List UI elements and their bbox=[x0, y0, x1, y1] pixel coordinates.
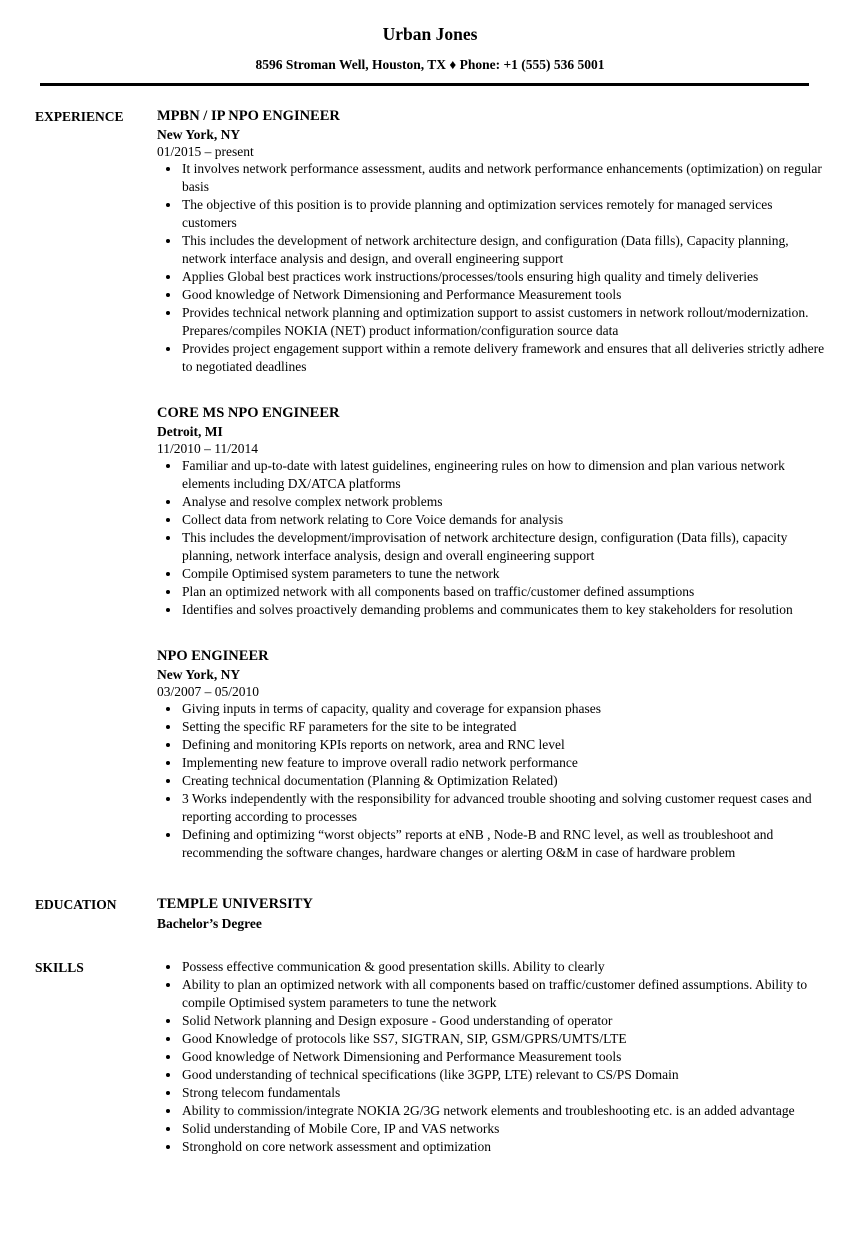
education-degree: Bachelor’s Degree bbox=[157, 916, 262, 931]
job-dates: 11/2010 – 11/2014 bbox=[157, 441, 258, 456]
job-entry-1 bbox=[157, 107, 825, 376]
bullet-item: • Applies Global best practices work instructions/processes/tools ensuring high quality and timely deliveries bbox=[181, 268, 825, 286]
resume-body bbox=[35, 107, 825, 1156]
bullet-item: • Provides project engagement support within a remote delivery framework and ensures that all deliveries strictly adhere to negotiated deadlines bbox=[181, 340, 825, 376]
bullet-item: • Solid understanding of Mobile Core, IP and VAS networks bbox=[181, 1120, 825, 1138]
bullet-item: • Ability to commission/integrate NOKIA 2G/3G network elements and troubleshooting etc. is an added advantage bbox=[181, 1102, 825, 1120]
bullet-item: • This includes the development/improvisation of network architecture design, configuration (Data fills), capacity planning, network interface analysis, design and overall engineering support bbox=[181, 529, 825, 565]
bullet-item: • Defining and optimizing “worst objects” reports at eNB , Node-B and RNC level, as well as troubleshoot and recommending the software changes, hardware changes or alerting O&M in case of hardware problem bbox=[181, 826, 825, 862]
skills-content bbox=[157, 958, 825, 1156]
contact-line: 8596 Stroman Well, Houston, TX ♦ Phone: +1 (555) 536 5001 bbox=[255, 57, 605, 72]
skills-section bbox=[35, 958, 825, 1156]
education-section bbox=[35, 895, 825, 933]
experience-content bbox=[157, 107, 825, 862]
bullet-item: • Plan an optimized network with all components based on traffic/customer defined assumptions bbox=[181, 583, 825, 601]
bullet-item: • Possess effective communication & good presentation skills. Ability to clearly bbox=[181, 958, 825, 976]
bullet-item: • Strong telecom fundamentals bbox=[181, 1084, 825, 1102]
header-divider bbox=[40, 83, 809, 86]
job-location: Detroit, MI bbox=[157, 424, 223, 439]
job-entry-3 bbox=[157, 647, 825, 862]
bullet-item: • Setting the specific RF parameters for the site to be integrated bbox=[181, 718, 825, 736]
bullet-item: • Compile Optimised system parameters to tune the network bbox=[181, 565, 825, 583]
bullet-item: • Identifies and solves proactively demanding problems and communicates them to key stakeholders for resolution bbox=[181, 601, 825, 619]
bullet-item: • Ability to plan an optimized network with all components based on traffic/customer defined assumptions. Ability to compile Optimised system parameters to tune the network bbox=[181, 976, 825, 1012]
bullet-item: • Solid Network planning and Design exposure - Good understanding of operator bbox=[181, 1012, 825, 1030]
bullet-item: • Collect data from network relating to Core Voice demands for analysis bbox=[181, 511, 825, 529]
education-content bbox=[157, 895, 825, 933]
job-bullet-list bbox=[157, 160, 825, 376]
bullet-item: • Provides technical network planning and optimization support to assist customers in network rollout/modernization. Prepares/compiles NOKIA (NET) product information/configuration source data bbox=[181, 304, 825, 340]
bullet-item: • Good Knowledge of protocols like SS7, SIGTRAN, SIP, GSM/GPRS/UMTS/LTE bbox=[181, 1030, 825, 1048]
bullet-item: • 3 Works independently with the responsibility for advanced trouble shooting and solving customer request cases and reporting according to processes bbox=[181, 790, 825, 826]
job-title: NPO ENGINEER bbox=[157, 648, 269, 664]
experience-section bbox=[35, 107, 825, 862]
bullet-item: • Analyse and resolve complex network problems bbox=[181, 493, 825, 511]
job-dates: 03/2007 – 05/2010 bbox=[157, 684, 260, 699]
bullet-item: • Stronghold on core network assessment and optimization bbox=[181, 1138, 825, 1156]
section-label-education: EDUCATION bbox=[35, 897, 117, 912]
section-label-skills: SKILLS bbox=[35, 960, 84, 975]
job-entry-2 bbox=[157, 404, 825, 619]
job-location: New York, NY bbox=[157, 667, 241, 682]
job-bullet-list bbox=[157, 457, 825, 619]
job-title: CORE MS NPO ENGINEER bbox=[157, 405, 340, 421]
bullet-item: • Giving inputs in terms of capacity, quality and coverage for expansion phases bbox=[181, 700, 825, 718]
bullet-item: • Implementing new feature to improve overall radio network performance bbox=[181, 754, 825, 772]
bullet-item: • Good knowledge of Network Dimensioning and Performance Measurement tools bbox=[181, 286, 825, 304]
job-dates: 01/2015 – present bbox=[157, 144, 254, 159]
education-school: TEMPLE UNIVERSITY bbox=[157, 896, 313, 912]
bullet-item: • Creating technical documentation (Planning & Optimization Related) bbox=[181, 772, 825, 790]
bullet-item: • Familiar and up-to-date with latest guidelines, engineering rules on how to dimension and plan various network elements including DX/ATCA platforms bbox=[181, 457, 825, 493]
skills-bullet-list bbox=[157, 958, 825, 1156]
job-title: MPBN / IP NPO ENGINEER bbox=[157, 108, 340, 124]
resume-header bbox=[35, 24, 825, 74]
bullet-item: • The objective of this position is to provide planning and optimization services remotely for managed services customers bbox=[181, 196, 825, 232]
person-name: Urban Jones bbox=[382, 24, 478, 44]
bullet-item: • It involves network performance assessment, audits and network performance enhancements (optimization) on regular basis bbox=[181, 160, 825, 196]
job-location: New York, NY bbox=[157, 127, 241, 142]
bullet-item: • Good understanding of technical specifications (like 3GPP, LTE) relevant to CS/PS Domain bbox=[181, 1066, 825, 1084]
bullet-item: • Good knowledge of Network Dimensioning and Performance Measurement tools bbox=[181, 1048, 825, 1066]
bullet-item: • Defining and monitoring KPIs reports on network, area and RNC level bbox=[181, 736, 825, 754]
job-bullet-list bbox=[157, 700, 825, 862]
section-label-experience: EXPERIENCE bbox=[35, 109, 124, 124]
bullet-item: • This includes the development of network architecture design, and configuration (Data fills), Capacity planning, network interface analysis and design, and overall engineering support bbox=[181, 232, 825, 268]
